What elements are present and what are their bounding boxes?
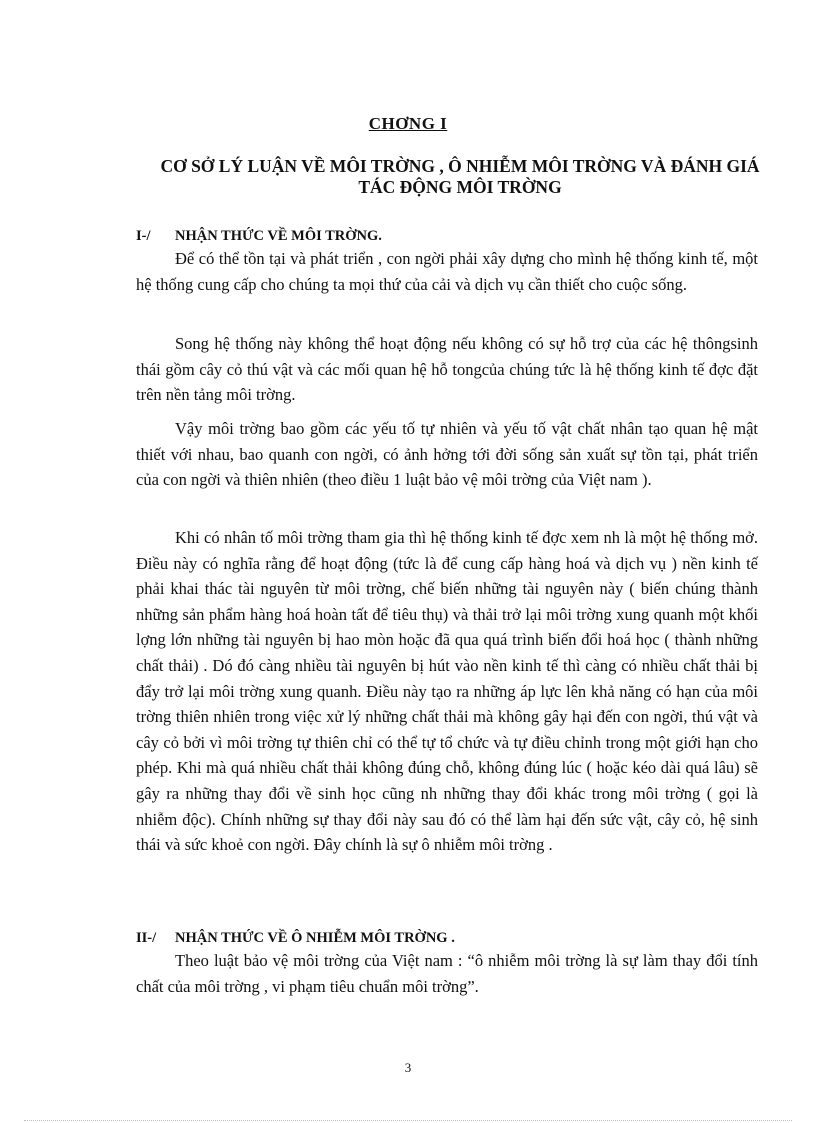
- paragraph: Theo luật bảo vệ môi trờng của Việt nam : “ô nhiễm môi trờng là sự làm thay đổi tính chất của môi trờng , vi phạm tiêu chuẩn môi trờng”.: [136, 951, 758, 996]
- paragraph: Vậy môi trờng bao gồm các yếu tố tự nhiên và yếu tố vật chất nhân tạo quan hệ mật thiết với nhau, bao quanh con ngời, có ảnh hởng tới đời sống sản xuất sự tồn tại, phát triển của con ngời và thiên nhiên (theo điều 1 luật bảo vệ môi trờng của Việt nam ).: [136, 419, 758, 490]
- page-number: 3: [404, 1060, 412, 1075]
- section-number: I-/: [136, 228, 151, 244]
- section-heading: [136, 228, 766, 245]
- paragraph: Song hệ thống này không thể hoạt động nếu không có sự hỗ trợ của các hệ thôngsinh thái gồm cây cỏ thú vật và các mối quan hệ hỗ tongcủa chúng tức là hệ thống kinh tế đợc đặt trên nền tảng môi trờng.: [136, 334, 758, 405]
- page-bottom-divider: [24, 1120, 792, 1121]
- paragraph: Để có thể tồn tại và phát triển , con ngời phải xây dựng cho mình hệ thống kinh tế, một hệ thống cung cấp cho chúng ta mọi thứ của cải và dịch vụ cần thiết cho cuộc sống.: [136, 249, 758, 294]
- paragraph: Khi có nhân tố môi trờng tham gia thì hệ thống kinh tế đợc xem nh là một hệ thống mở. Điều này có nghĩa rằng để hoạt động (tức là để cung cấp hàng hoá và dịch vụ ) nền kinh tế phải khai thác tài nguyên từ môi trờng, chế biến những tài nguyên này ( biến chúng thành những sản phẩm hàng hoá hoàn tất để tiêu thụ) và thải trở lại môi trờng xung quanh một khối lợng lớn những tài nguyên bị hao mòn hoặc đã qua quá trình biến đổi hoá học ( thành những chất thải) . Dó đó càng nhiều tài nguyên bị hút vào nền kinh tế thì càng có nhiều chất thải bị đẩy trở lại môi trờng xung quanh. Điều này tạo ra những áp lực lên khả năng có hạn của môi trờng thiên nhiên trong việc xử lý những chất thải mà không gây hại đến con ngời, thú vật và cây cỏ bởi vì môi trờng tự thiên chỉ có thể tự tổ chức và tự điều chỉnh trong một giới hạn cho phép. Khi mà quá nhiều chất thải không đúng chỗ, không đúng lúc ( hoặc kéo dài quá lâu) sẽ gây ra những thay đổi về sinh học cũng nh những thay đổi khác trong môi trờng ( gọi là nhiễm độc). Chính những sự thay đổi này sau đó có thể làm hại đến sức vật, cây cỏ, hệ sinh thái và sức khoẻ con ngời. Đây chính là sự ô nhiễm môi trờng .: [136, 528, 758, 855]
- section-number: II-/: [136, 930, 157, 946]
- chapter-title: CƠ SỞ LÝ LUẬN VỀ MÔI TRỜNG , Ô NHIỄM MÔI TRỜNG VÀ ĐÁNH GIÁ TÁC ĐỘNG MÔI TRỜNG: [160, 156, 760, 197]
- section-heading-text: NHẬN THỨC VỀ MÔI TRỜNG.: [175, 228, 382, 244]
- section-heading-text: NHẬN THỨC VỀ Ô NHIỄM MÔI TRỜNG .: [175, 930, 455, 946]
- chapter-label: CHƠNG I: [368, 114, 448, 133]
- section-heading: [136, 930, 766, 947]
